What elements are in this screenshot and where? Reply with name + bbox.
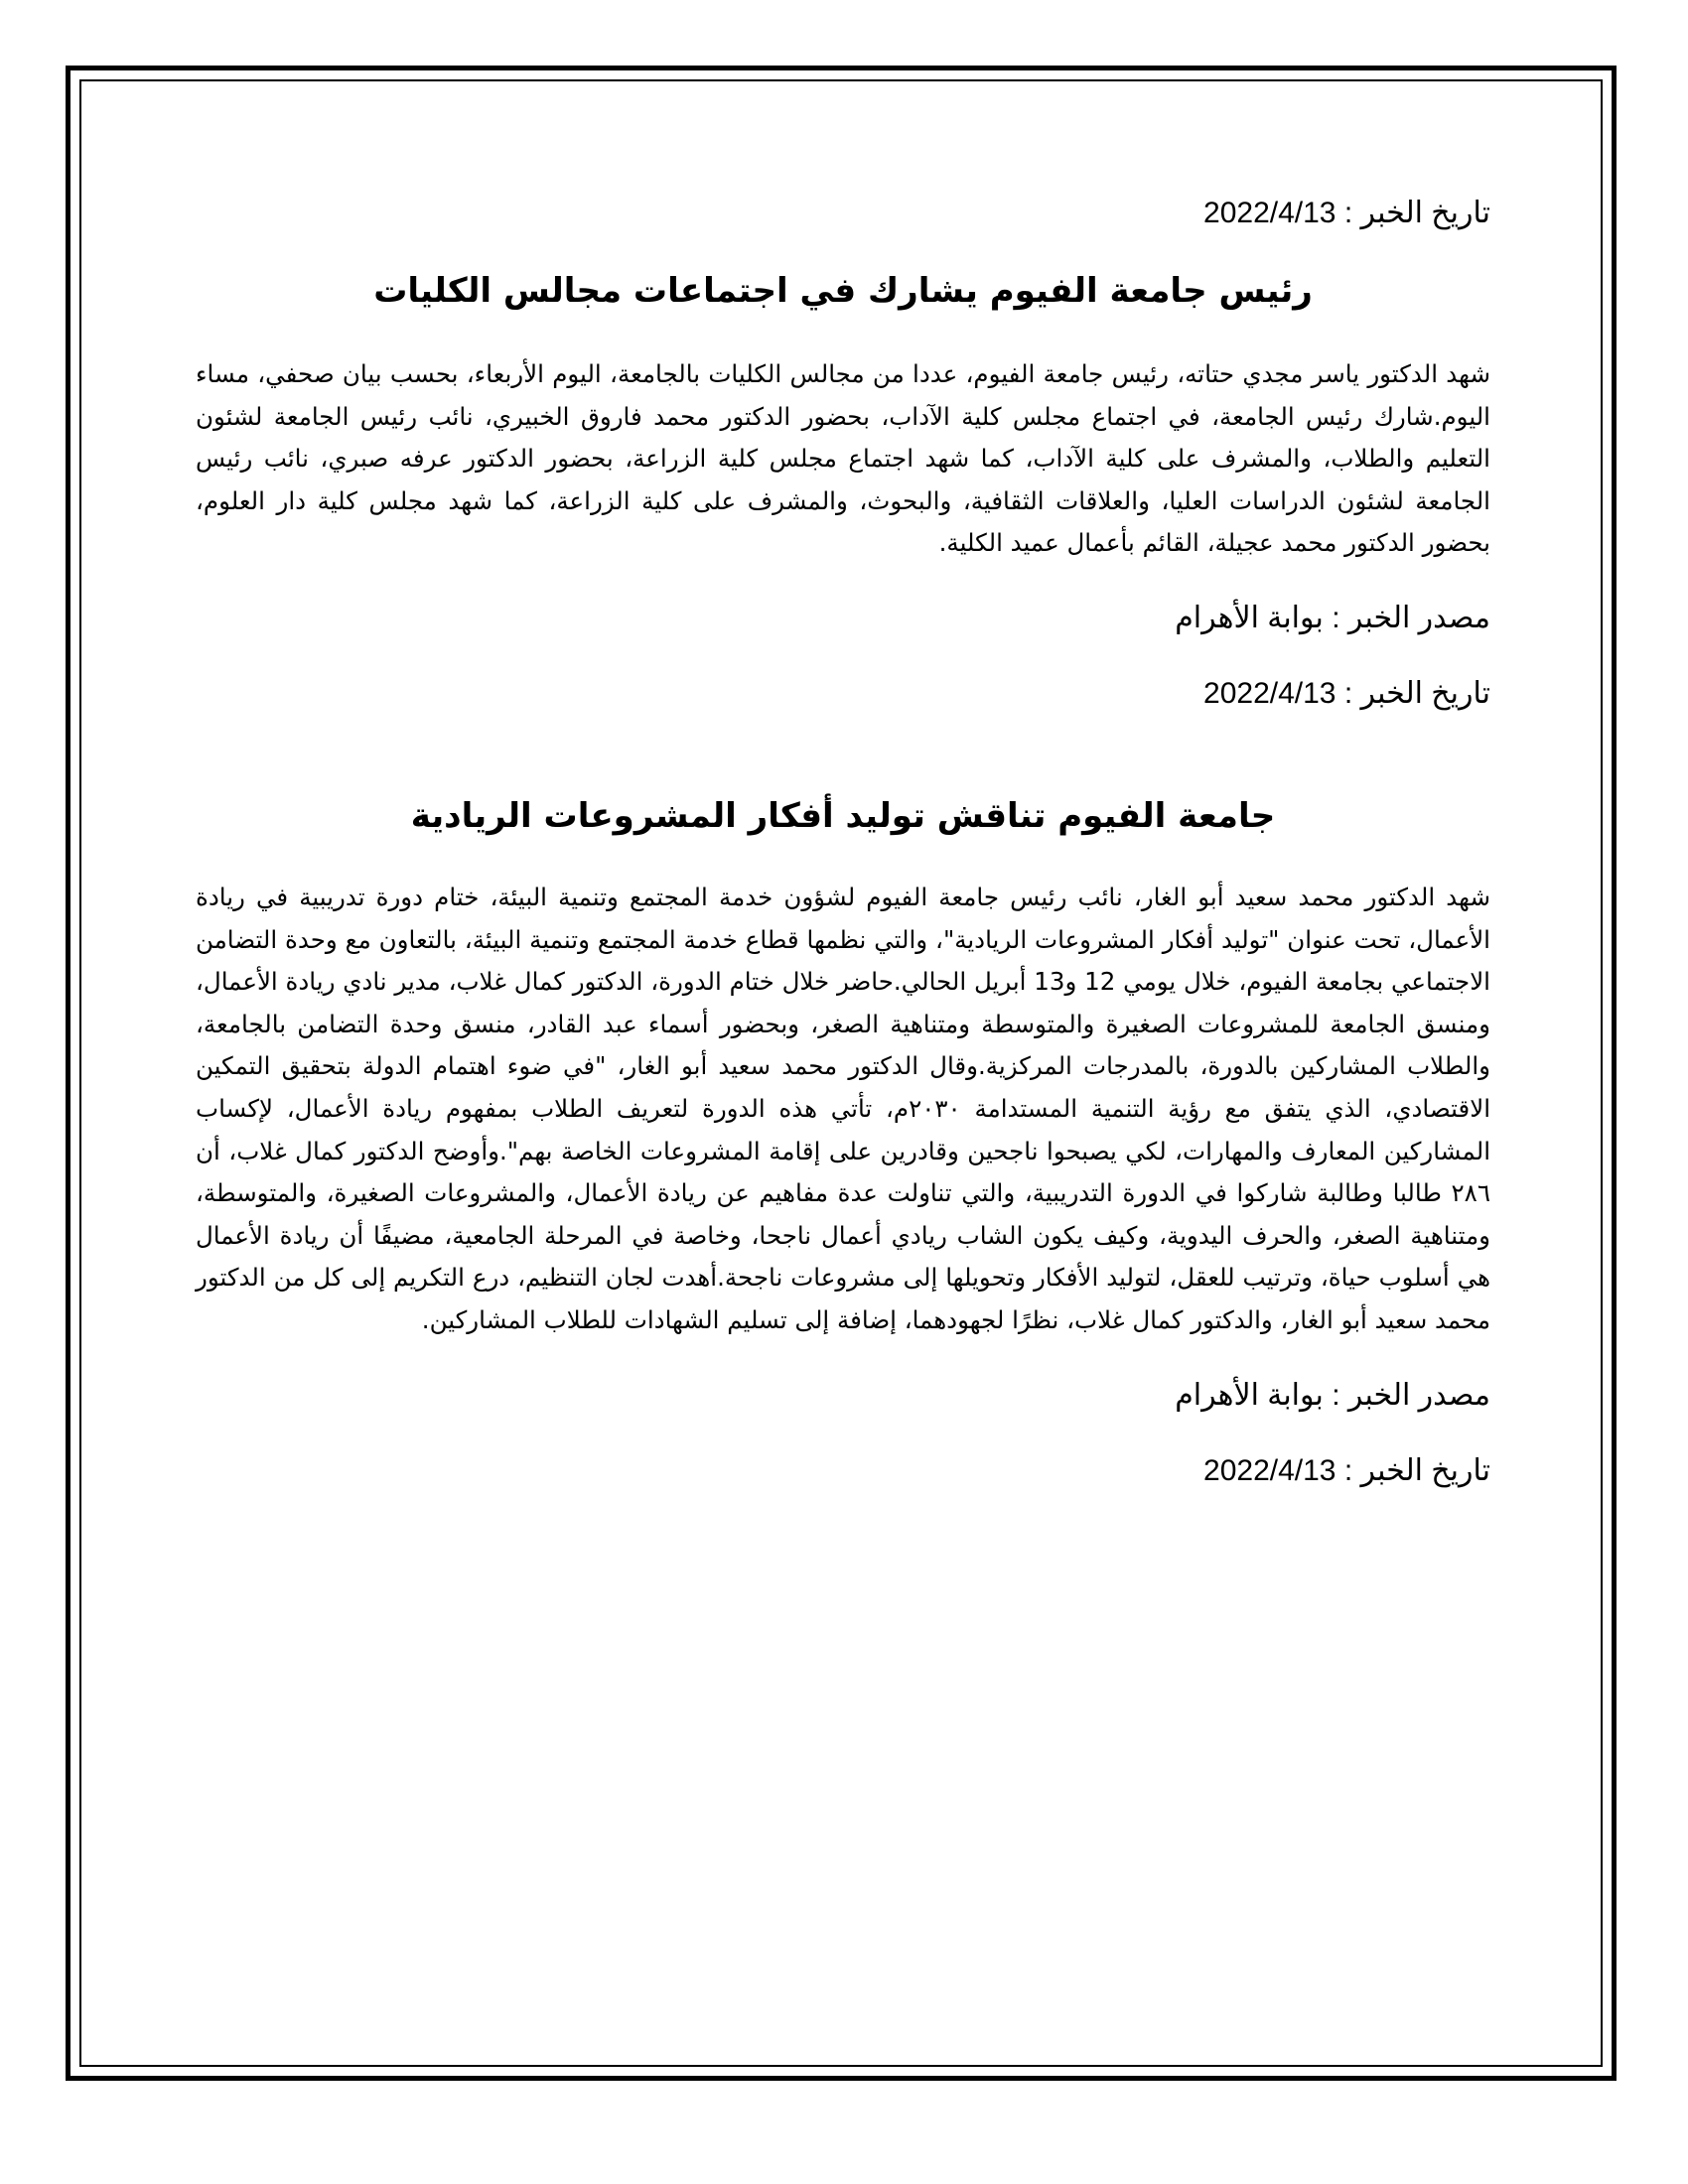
article-2-date-value: 2022/4/13 xyxy=(1203,676,1336,710)
page-content xyxy=(196,194,1490,1491)
article-1-source-value: بوابة الأهرام xyxy=(1175,601,1324,634)
trailing-date-value: 2022/4/13 xyxy=(1203,1453,1336,1487)
article-2-title: جامعة الفيوم تناقش توليد أفكار المشروعات الريادية xyxy=(410,795,1276,836)
article-2-source xyxy=(196,1376,1490,1416)
article-2-date-label: تاريخ الخبر : xyxy=(1343,676,1490,710)
article-1-title: رئيس جامعة الفيوم يشارك في اجتماعات مجالس الكليات xyxy=(373,271,1313,311)
article-2-source-label: مصدر الخبر : xyxy=(1332,1378,1490,1412)
article-1-date-value: 2022/4/13 xyxy=(1203,197,1336,229)
article-1-body: شهد الدكتور ياسر مجدي حتاته، رئيس جامعة الفيوم، عددا من مجالس الكليات بالجامعة، اليوم الأربعاء، بحسب بيان صحفي، مساء اليوم.شارك رئيس الجامعة، في اجتماع مجلس كلية الآداب، بحضور الدكتور محمد فاروق الخبيري، نائب رئيس الجامعة لشئون التعليم والطلاب، والمشرف على كلية الآداب، كما شهد اجتماع مجلس كلية الزراعة، بحضور الدكتور عرفه صبري، نائب رئيس الجامعة لشئون الدراسات العليا، والعلاقات الثقافية، والبحوث، والمشرف على كلية الزراعة، كما شهد مجلس كلية دار العلوم، بحضور الدكتور محمد عجيلة، القائم بأعمال عميد الكلية. xyxy=(196,359,1490,558)
article-1-source xyxy=(196,599,1490,638)
article-1-date-label: تاريخ الخبر : xyxy=(1343,197,1490,229)
article-2-date xyxy=(196,674,1490,714)
trailing-date xyxy=(196,1451,1490,1491)
article-2-body: شهد الدكتور محمد سعيد أبو الغار، نائب رئيس جامعة الفيوم لشؤون خدمة المجتمع وتنمية البيئة، ختام دورة تدريبية في ريادة الأعمال، تحت عنوان "توليد أفكار المشروعات الريادية"، والتي نظمها قطاع خدمة المجتمع وتنمية البيئة، بالتعاون مع وحدة التضامن الاجتماعي بجامعة الفيوم، خلال يومي 12 و13 أبريل الحالي.حاضر خلال ختام الدورة، الدكتور كمال غلاب، مدير نادي ريادة الأعمال، ومنسق الجامعة للمشروعات الصغيرة والمتوسطة ومتناهية الصغر، وبحضور أسماء عبد القادر، منسق وحدة التضامن بالجامعة، والطلاب المشاركين بالدورة، بالمدرجات المركزية.وقال الدكتور محمد سعيد أبو الغار، "في ضوء اهتمام الدولة بتحقيق التمكين الاقتصادي، الذي يتفق مع رؤية التنمية المستدامة ٢٠٣٠م، تأتي هذه الدورة لتعريف الطلاب بمفهوم ريادة الأعمال، لإكساب المشاركين المعارف والمهارات، لكي يصبحوا ناجحين وقادرين على إقامة المشروعات الخاصة بهم".وأوضح الدكتور كمال غلاب، أن ٢٨٦ طالبا وطالبة شاركوا في الدورة التدريبية، والتي تناولت عدة مفاهيم عن ريادة الأعمال، والمشروعات الصغيرة، والمتوسطة، ومتناهية الصغر، والحرف اليدوية، وكيف يكون الشاب ريادي أعمال ناجحا، وخاصة في المرحلة الجامعية، مضيفًا أن ريادة الأعمال هي أسلوب حياة، وترتيب للعقل، لتوليد الأفكار وتحويلها إلى مشروعات ناجحة.أهدت لجان التنظيم، درع التكريم إلى كل من الدكتور محمد سعيد أبو الغار، والدكتور كمال غلاب، نظرًا لجهودهما، إضافة إلى تسليم الشهادات للطلاب المشاركين. xyxy=(196,882,1490,1334)
article-1-source-label: مصدر الخبر : xyxy=(1332,601,1490,634)
trailing-date-label: تاريخ الخبر : xyxy=(1343,1453,1490,1487)
article-2-source-value: بوابة الأهرام xyxy=(1175,1378,1324,1412)
article-1-date xyxy=(196,194,1490,233)
